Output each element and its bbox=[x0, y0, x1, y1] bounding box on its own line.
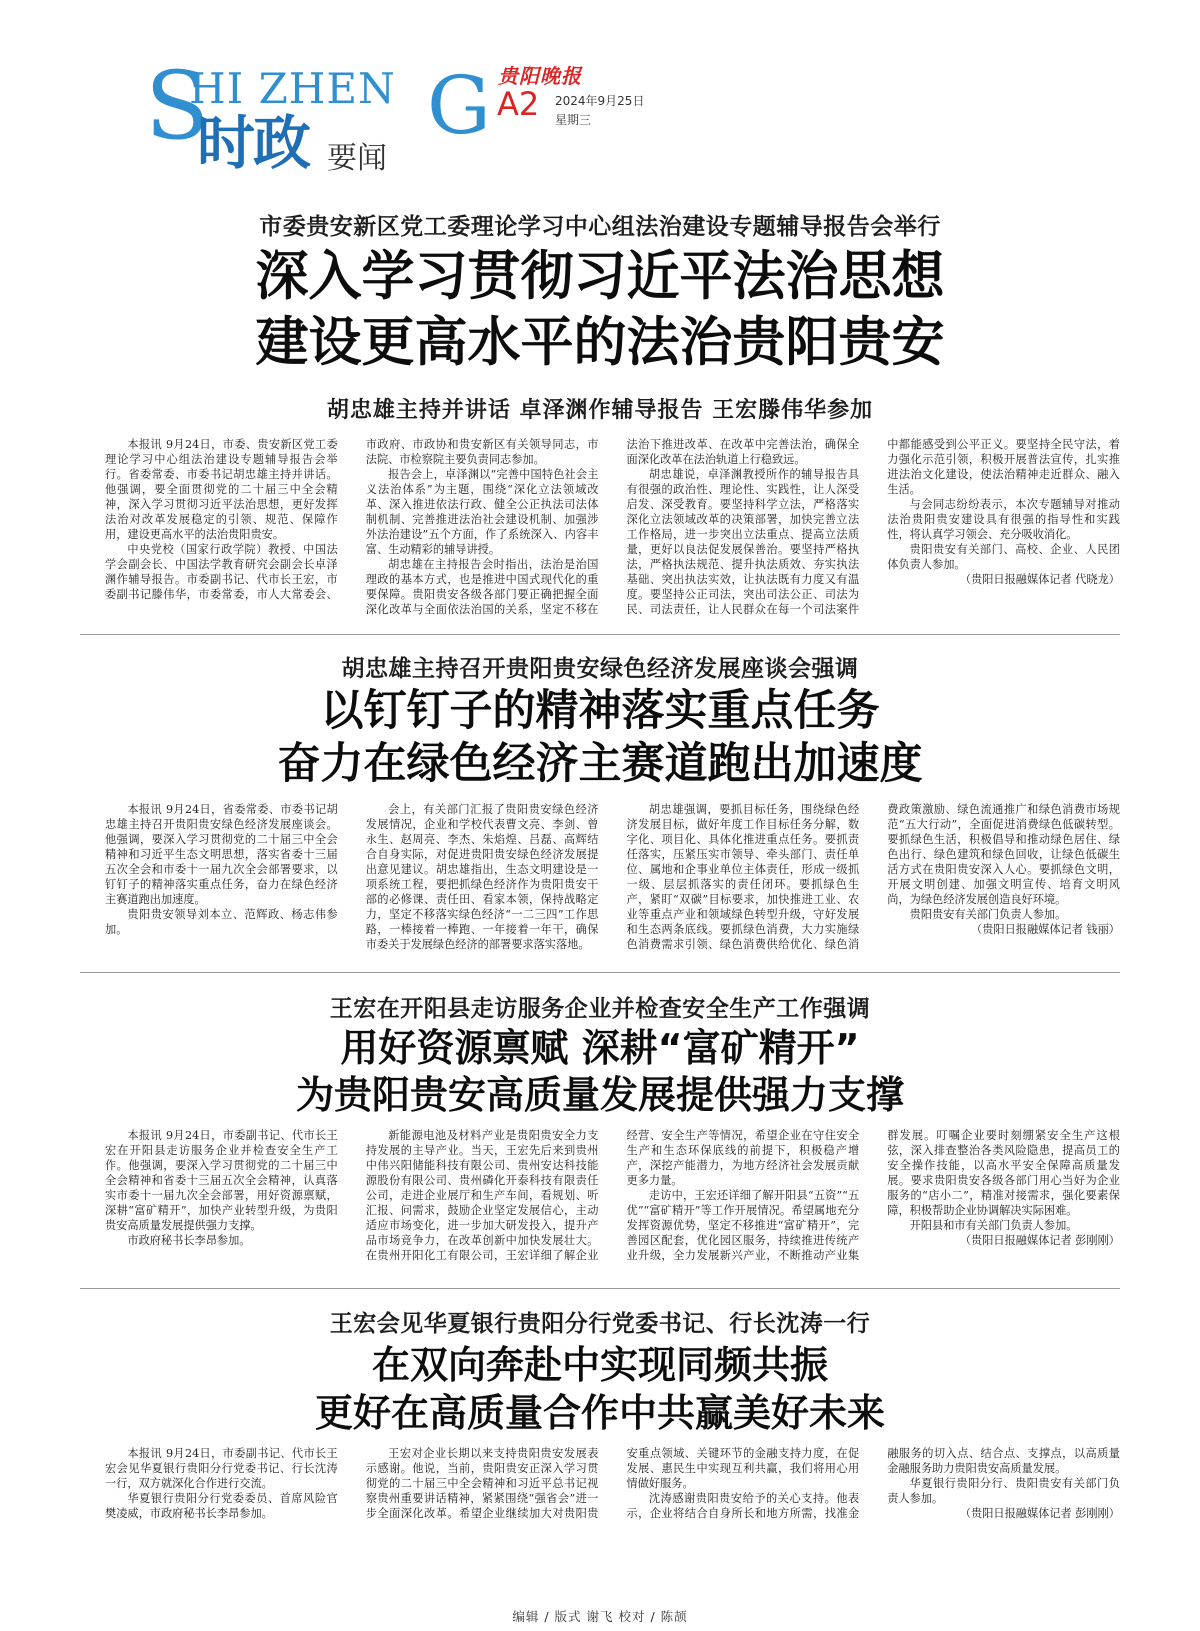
paragraph: 沈涛感谢贵阳贵安给予的关心支持。他表示，企业将结合自身所长和地方所需，找准金融服务的切入点、结合点、支撑点，以高质量金融服务助力贵阳贵安高质量发展。 bbox=[626, 1447, 1120, 1520]
paragraph: 胡忠雄说，卓泽渊教授所作的辅导报告具有很强的政治性、理论性、实践性，让人深受启发、深受教育。要坚持科学立法，严格落实深化立法领域改革的决策部署，加快完善立法工作格局，进一步突出立法重点、提高立法质量，更好以良法促发展保善治。要坚持严格执法，严格执法规范、提升执法质效、夯实执法基础、突出执法实效，让执法既有力度又有温度。要坚持公正司法，突出司法公正、司法为民、司法责任，让人民群众在每一个司法案件中都能感受到公平正义。要坚持全民守法，着力强化示范引领，积极开展普法宣传，扎实推进法治文化建设，使法治精神走近群众、融入生活。 bbox=[626, 438, 1120, 616]
article-3-headline-line2: 为贵阳贵安高质量发展提供强力支撑 bbox=[295, 1073, 904, 1117]
issue-weekday: 星期三 bbox=[555, 113, 592, 127]
byline: （贵阳日报融媒体记者 钱丽） bbox=[971, 923, 1120, 936]
section-title: 时政 bbox=[197, 109, 310, 177]
article-4-kicker: 王宏会见华夏银行贵阳分行党委书记、行长沈涛一行 bbox=[329, 1311, 871, 1337]
newspaper-brand: 贵阳晚报 bbox=[498, 64, 582, 88]
paragraph: 市政府秘书长李昂参加。 bbox=[127, 1234, 251, 1247]
article-4-headline-line2: 更好在高质量合作中共赢美好未来 bbox=[314, 1391, 885, 1435]
article-3-kicker: 王宏在开阳县走访服务企业并检查安全生产工作强调 bbox=[329, 996, 871, 1022]
paragraph: 贵阳贵安领导刘本立、范辉政、杨志伟参加。 bbox=[105, 908, 338, 936]
article-1-kicker: 市委贵安新区党工委理论学习中心组法治建设专题辅导报告会举行 bbox=[259, 214, 941, 240]
article-1-headline-line1: 深入学习贯彻习近平法治思想 bbox=[255, 246, 945, 307]
paragraph: 本报讯 9月24日，市委、贵安新区党工委理论学习中心组法治建设专题辅导报告会举行。省委常委、市委书记胡忠雄主持并讲话。他强调，要全面贯彻党的二十届三中全会精神，深入学习贯彻习近平法治思想，更好发挥法治对改革发展稳定的引领、规范、保障作用，建设更高水平的法治贵阳贵安。 bbox=[105, 438, 338, 541]
article-3-headline-line1: 用好资源禀赋 深耕“富矿精开” bbox=[340, 1026, 860, 1070]
byline: （贵阳日报融媒体记者 代晓龙） bbox=[959, 573, 1120, 586]
section-subtitle: 要闻 bbox=[327, 141, 387, 176]
byline: （贵阳日报融媒体记者 彭刚刚） bbox=[959, 1234, 1120, 1247]
article-4-body bbox=[105, 1446, 1120, 1566]
paragraph: 与会同志纷纷表示，本次专题辅导对推动法治贵阳贵安建设具有很强的指导性和实践性，将认真学习领会、充分吸收消化。 bbox=[887, 498, 1120, 541]
paragraph: 华夏银行贵阳分行、贵阳贵安有关部门负责人参加。 bbox=[887, 1477, 1120, 1505]
paragraph: 报告会上，卓泽渊以“完善中国特色社会主义法治体系”为主题，围绕“深化立法领域改革、深入推进依法行政、健全公正执法司法体制机制、完善推进法治社会建设机制、加强涉外法治建设”五个方面，作了系统深入、内容丰富、生动精彩的辅导讲授。 bbox=[365, 468, 599, 556]
page-footer: 编辑 / 版式 谢飞 校对 / 陈颉 bbox=[512, 1609, 688, 1624]
masthead-logo-g: G bbox=[427, 59, 491, 152]
paragraph: 本报讯 9月24日，省委常委、市委书记胡忠雄主持召开贵阳贵安绿色经济发展座谈会。他强调，要深入学习贯彻党的二十届三中全会精神和习近平生态文明思想，落实省委十三届五次全会和市委十一届九次全会部署要求，以钉钉子的精神落实重点任务，奋力在绿色经济主赛道跑出加速度。 bbox=[105, 803, 338, 906]
article-2-headline-line1: 以钉钉子的精神落实重点任务 bbox=[320, 686, 880, 736]
paragraph: 贵阳贵安有关部门、高校、企业、人民团体负责人参加。 bbox=[887, 543, 1120, 571]
byline: （贵阳日报融媒体记者 彭刚刚） bbox=[959, 1507, 1120, 1520]
issue-date: 2024年9月25日 bbox=[555, 94, 645, 108]
article-1-headline-line2: 建设更高水平的法治贵阳贵安 bbox=[255, 312, 945, 373]
article-2-body bbox=[105, 802, 1120, 960]
paragraph: 会上，有关部门汇报了贵阳贵安绿色经济发展情况，企业和学校代表曹文亮、李剑、曾永生、赵周亮、李杰、朱焰煌、吕磊、高辉结合自身实际，对促进贵阳贵安绿色经济发展提出意见建议。胡忠雄指出，生态文明建设是一项系统工程，要把抓绿色经济作为贵阳贵安干部的必修课、责任田、看家本领，保持战略定力，坚定不移落实绿色经济“一二三四”工作思路，一棒接着一棒跑、一年接着一年干，确保市委关于发展绿色经济的部署要求落实落地。 bbox=[365, 803, 599, 951]
article-divider bbox=[80, 972, 1120, 973]
article-2-kicker: 胡忠雄主持召开贵阳贵安绿色经济发展座谈会强调 bbox=[341, 656, 859, 682]
paragraph: 走访中，王宏还详细了解开阳县“五资”“五优”“富矿精开”等工作开展情况。希望属地充分发挥资源优势，坚定不移推进“富矿精开”，完善园区配套，优化园区服务，持续推进传统产业升级，全力发展新兴产业，不断推动产业集群发展。叮嘱企业要时刻绷紧安全生产这根弦，深入排查整治各类风险隐患，提高员工的安全操作技能，以高水平安全保障高质量发展。要求贵阳贵安各级各部门用心当好为企业服务的“店小二”，精准对接需求，强化要素保障，积极帮助企业协调解决实际困难。 bbox=[626, 1129, 1120, 1262]
article-4-headline-line1: 在双向奔赴中实现同频共振 bbox=[371, 1343, 828, 1387]
page-number: A2 bbox=[497, 85, 540, 123]
paragraph: 胡忠雄强调，要抓目标任务，围绕绿色经济发展目标，做好年度工作目标任务分解，数字化、项目化、具体化推进重点任务。要抓责任落实，压紧压实市领导、牵头部门、责任单位、属地和企事业单位主体责任，形成一级抓一级、层层抓落实的责任闭环。要抓绿色生产，紧盯“双碳”目标要求，加快推进工业、农业等重点产业和领域绿色转型升级，守好发展和生态两条底线。要抓绿色消费，大力实施绿色消费需求引领、绿色消费供给优化、绿色消费政策激励、绿色流通推广和绿色消费市场规范“五大行动”，全面促进消费绿色低碳转型。要抓绿色生活，积极倡导和推动绿色居住、绿色出行、绿色建筑和绿色回收，让绿色低碳生活方式在贵阳贵安深入人心。要抓绿色文明，开展文明创建、加强文明宣传、培育文明风尚，为绿色经济发展创造良好环境。 bbox=[626, 803, 1120, 951]
article-divider bbox=[80, 634, 1120, 635]
paragraph: 贵阳贵安有关部门负责人参加。 bbox=[909, 908, 1067, 921]
article-3-body bbox=[105, 1128, 1120, 1278]
paragraph: 胡忠雄在主持报告会时指出，法治是治国理政的基本方式，也是推进中国式现代化的重要保障。贵阳贵安各级各部门要正确把握全面深化改革与全面依法治国的关系，坚定不移在法治下推进改革、在改革中完善法治，确保全面深化改革在法治轨道上行稳致远。 bbox=[365, 438, 860, 616]
article-1-subhead: 胡忠雄主持并讲话 卓泽渊作辅导报告 王宏滕伟华参加 bbox=[326, 398, 874, 423]
paragraph: 新能源电池及材料产业是贵阳贵安全力支持发展的主导产业。当天，王宏先后来到贵州中伟兴阳储能科技有限公司、贵州安达科技能源股份有限公司、贵州磷化开泰科技有限责任公司，走进企业展厅和生产车间，看规划、听汇报、问需求，鼓励企业坚定发展信心，主动适应市场变化，进一步加大研发投入，提升产品市场竞争力，在改革创新中加快发展壮大。在贵州开阳化工有限公司，王宏详细了解企业经营、安全生产等情况，希望企业在守住安全生产和生态环保底线的前提下，积极稳产增产，深挖产能潜力，为地方经济社会发展贡献更多力量。 bbox=[365, 1129, 860, 1262]
masthead-logo-s: S bbox=[145, 52, 210, 161]
paragraph: 开阳县和市有关部门负责人参加。 bbox=[909, 1219, 1078, 1232]
paragraph: 本报讯 9月24日，市委副书记、代市长王宏会见华夏银行贵阳分行党委书记、行长沈涛一行，双方就深化合作进行交流。 bbox=[105, 1447, 338, 1490]
paragraph: 中央党校（国家行政学院）教授、中国法学会副会长、中国法学教育研究会副会长卓泽渊作辅导报告。市委副书记、代市长王宏，市委副书记滕伟华，市委常委，市人大常委会、市政府、市政协和贵安新区有关领导同志，市法院、市检察院主要负责同志参加。 bbox=[105, 438, 599, 601]
article-2-headline-line2: 奋力在绿色经济主赛道跑出加速度 bbox=[277, 739, 923, 789]
article-1-body bbox=[105, 437, 1120, 617]
paragraph: 本报讯 9月24日，市委副书记、代市长王宏在开阳县走访服务企业并检查安全生产工作。他强调，要深入学习贯彻党的二十届三中全会精神和省委十三届五次全会精神，认真落实市委十一届九次全会部署，用好资源禀赋，深耕“富矿精开”，加快产业转型升级，为贵阳贵安高质量发展提供强力支撑。 bbox=[105, 1129, 338, 1232]
article-divider bbox=[80, 1288, 1120, 1289]
paragraph: 华夏银行贵阳分行党委委员、首席风险官樊凌威，市政府秘书长李昂参加。 bbox=[105, 1492, 338, 1520]
masthead-logo-pinyin: HI ZHEN bbox=[189, 64, 396, 113]
paragraph: 王宏对企业长期以来支持贵阳贵安发展表示感谢。他说，当前，贵阳贵安正深入学习贯彻党的二十届三中全会精神和习近平总书记视察贵州重要讲话精神，紧紧围绕“强省会”进一步全面深化改革。希望企业继续加大对贵阳贵安重点领域、关键环节的金融支持力度，在促发展、惠民生中实现互利共赢，我们将用心用情做好服务。 bbox=[365, 1447, 860, 1520]
